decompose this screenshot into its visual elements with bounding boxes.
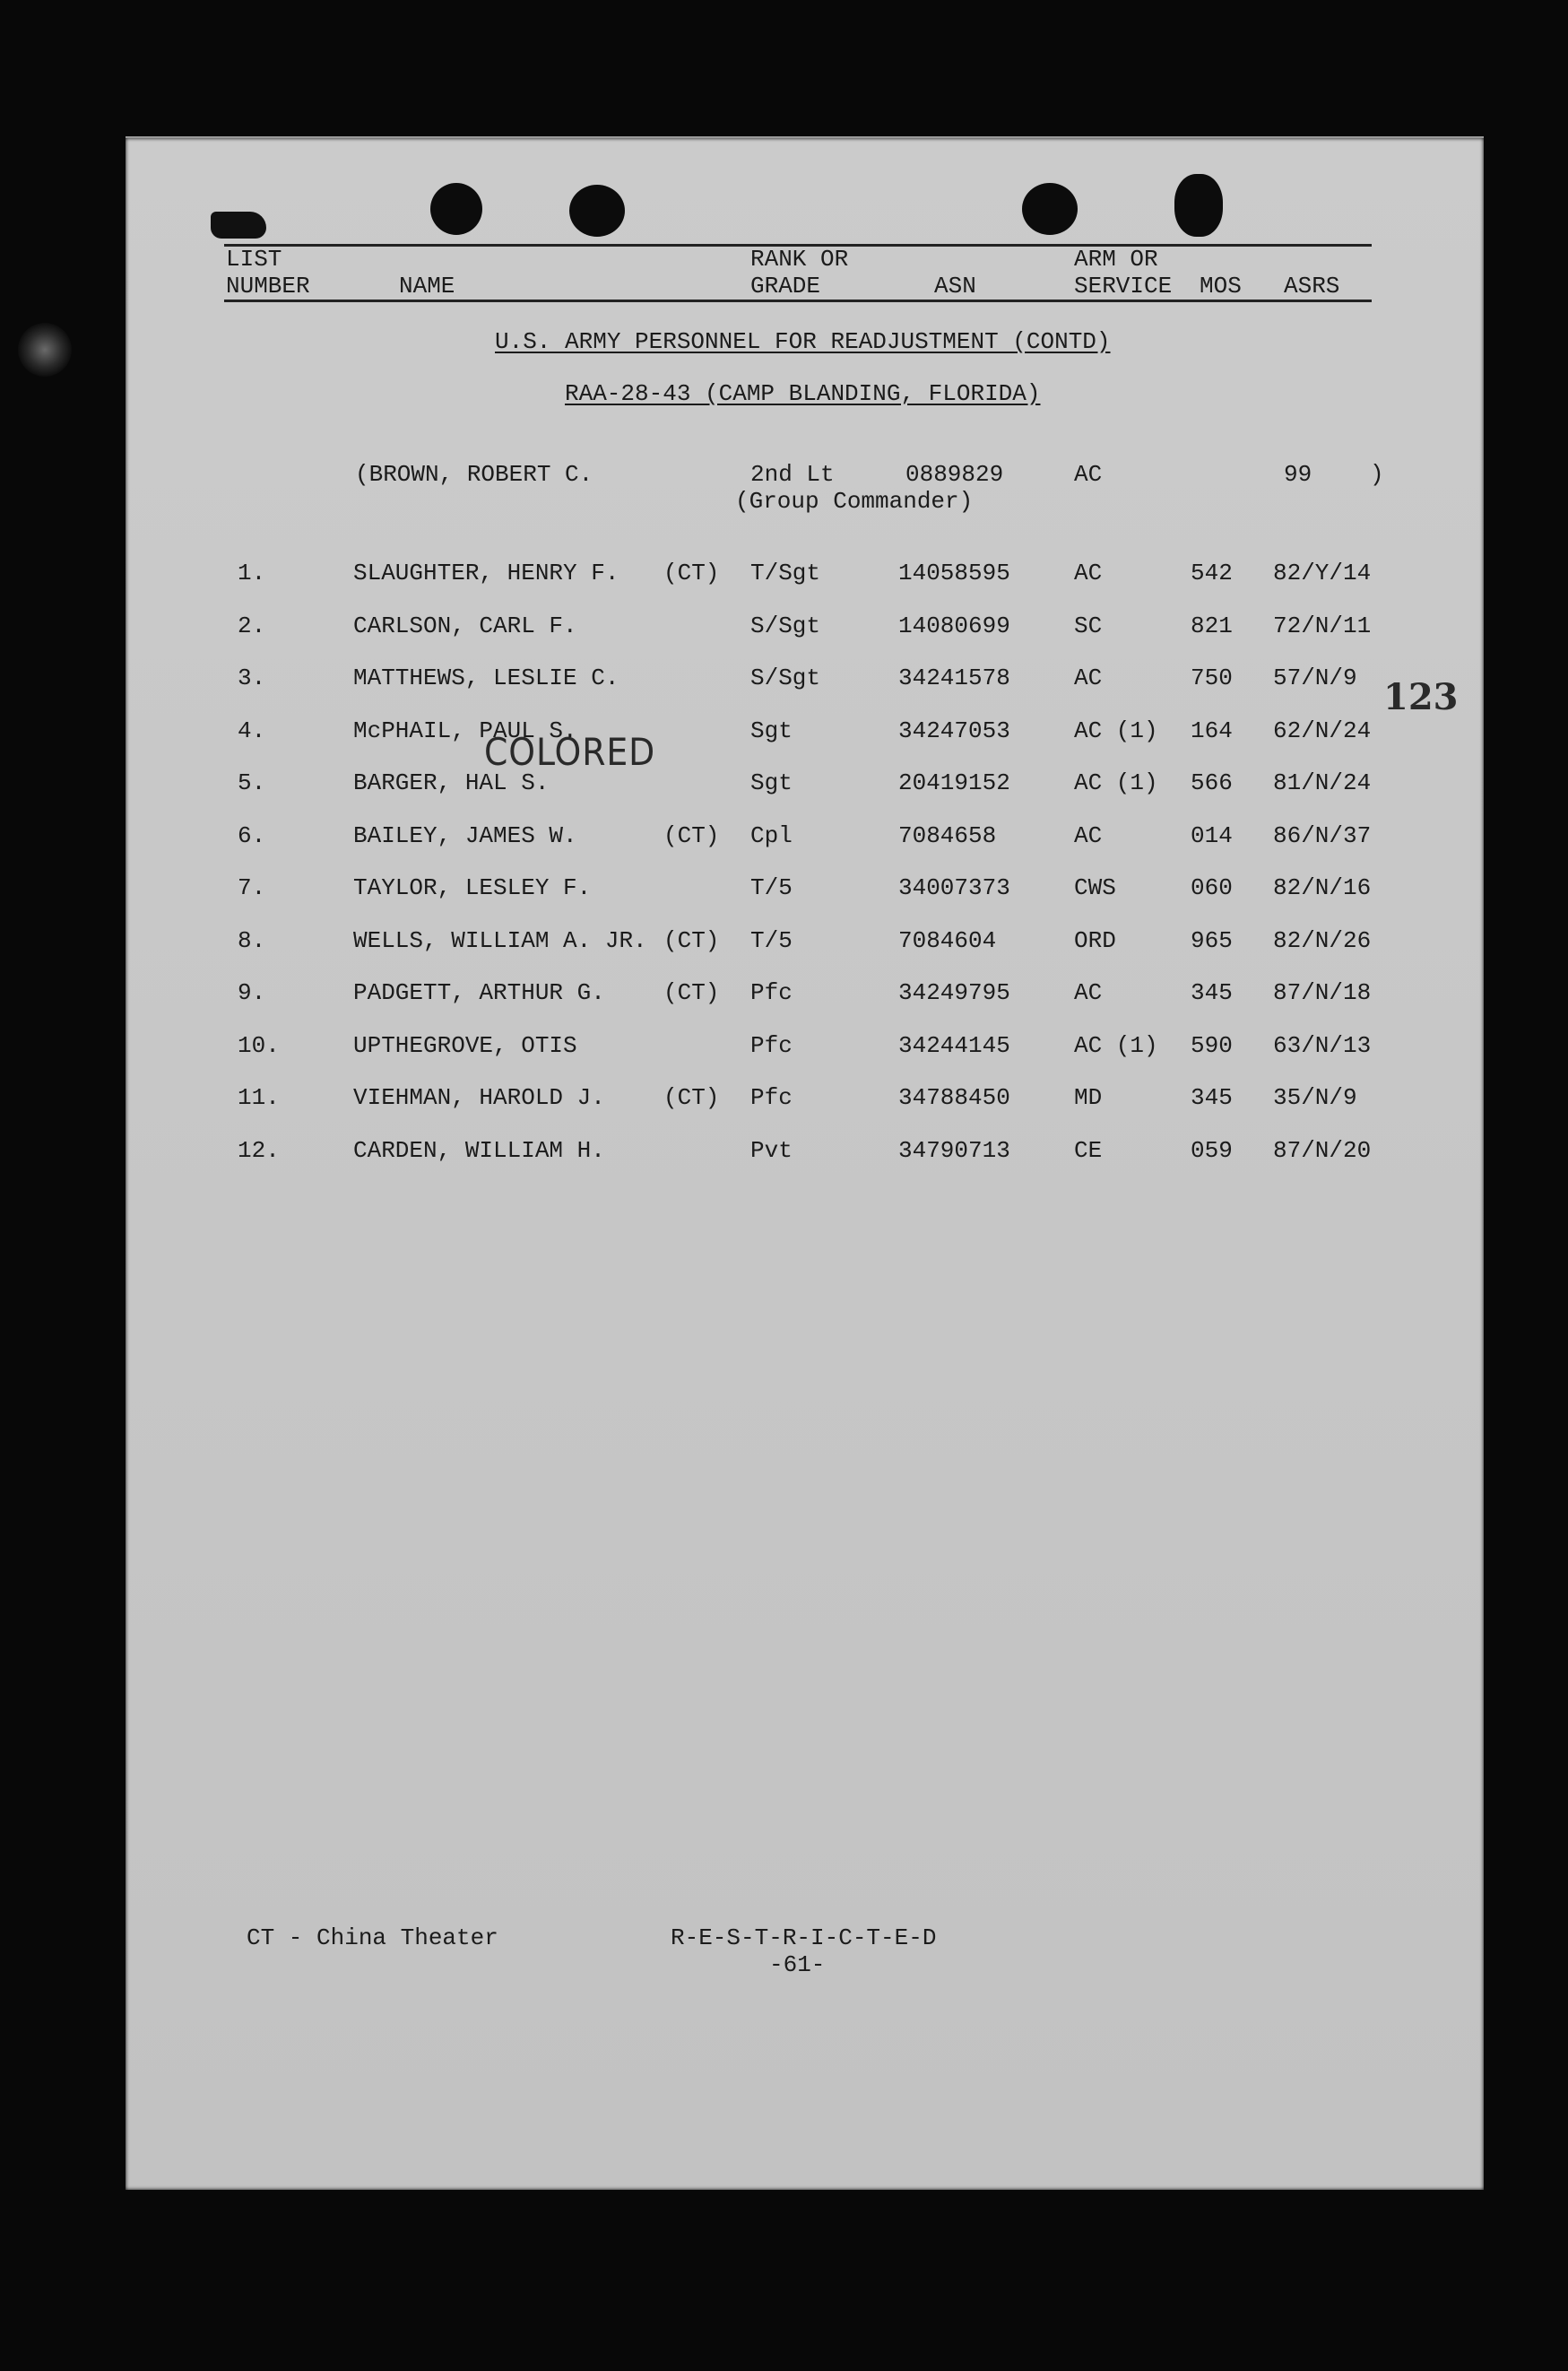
- row-name: PADGETT, ARTHUR G.: [353, 979, 605, 1006]
- binding-mark: [211, 212, 266, 239]
- row-arm: AC: [1074, 560, 1103, 586]
- row-asn: 14080699: [898, 612, 1010, 639]
- footer-classification: R-E-S-T-R-I-C-T-E-D: [671, 1924, 937, 1951]
- row-number: 7.: [238, 874, 266, 901]
- footer-page-number: -61-: [769, 1951, 826, 1978]
- row-asn: 7084658: [898, 821, 997, 849]
- commander-arm: AC: [1074, 461, 1103, 488]
- row-asn: 34790713: [898, 1136, 1010, 1164]
- row-mos: 821: [1191, 612, 1233, 639]
- header-rank-line2: GRADE: [750, 273, 821, 300]
- row-name: SLAUGHTER, HENRY F.: [353, 560, 619, 586]
- row-name: WELLS, WILLIAM A. JR.: [353, 926, 647, 954]
- header-arm-line2: SERVICE: [1074, 273, 1173, 300]
- punch-hole: [1174, 174, 1223, 237]
- row-name: BAILEY, JAMES W.: [353, 821, 577, 849]
- row-asn: 20419152: [898, 769, 1010, 796]
- row-rank: Pvt: [750, 1136, 793, 1164]
- row-arm: AC (1): [1074, 769, 1158, 796]
- row-number: 2.: [238, 612, 266, 639]
- row-asn: 14058595: [898, 560, 1010, 586]
- header-list-line1: LIST: [226, 246, 282, 273]
- row-arm: AC: [1074, 821, 1103, 849]
- row-asrs: 72/N/11: [1273, 612, 1372, 639]
- row-rank: Cpl: [750, 821, 793, 849]
- punch-hole: [1022, 183, 1078, 235]
- row-rank: S/Sgt: [750, 612, 821, 639]
- row-asrs: 35/N/9: [1273, 1084, 1357, 1111]
- row-asn: 34247053: [898, 717, 1010, 744]
- commander-note: (Group Commander): [735, 488, 974, 515]
- row-arm: SC: [1074, 612, 1103, 639]
- row-name: MATTHEWS, LESLIE C.: [353, 664, 619, 691]
- row-number: 4.: [238, 717, 266, 744]
- header-list-line2: NUMBER: [226, 273, 310, 300]
- row-asrs: 82/N/16: [1273, 874, 1372, 901]
- row-ct-flag: (CT): [663, 1084, 720, 1111]
- row-arm: ORD: [1074, 926, 1116, 954]
- row-rank: S/Sgt: [750, 664, 821, 691]
- row-number: 1.: [238, 560, 266, 586]
- row-name: CARDEN, WILLIAM H.: [353, 1136, 605, 1164]
- row-number: 11.: [238, 1084, 280, 1111]
- row-mos: 059: [1191, 1136, 1233, 1164]
- row-name: VIEHMAN, HAROLD J.: [353, 1084, 605, 1111]
- row-asn: 34788450: [898, 1084, 1010, 1111]
- row-asrs: 81/N/24: [1273, 769, 1372, 796]
- row-number: 10.: [238, 1031, 280, 1059]
- row-name: TAYLOR, LESLEY F.: [353, 874, 592, 901]
- row-asrs: 87/N/20: [1273, 1136, 1372, 1164]
- row-mos: 542: [1191, 560, 1233, 586]
- colored-stamp: COLORED: [484, 730, 656, 774]
- header-rank-line1: RANK OR: [750, 246, 849, 273]
- header-arm-line1: ARM OR: [1074, 246, 1158, 273]
- row-arm: MD: [1074, 1084, 1103, 1111]
- row-rank: T/5: [750, 874, 793, 901]
- row-mos: 566: [1191, 769, 1233, 796]
- row-asrs: 62/N/24: [1273, 717, 1372, 744]
- row-mos: 060: [1191, 874, 1233, 901]
- row-name: BARGER, HAL S.: [353, 769, 550, 796]
- row-mos: 750: [1191, 664, 1233, 691]
- row-asn: 34007373: [898, 874, 1010, 901]
- document-title: U.S. ARMY PERSONNEL FOR READJUSTMENT (CONTD): [495, 328, 1111, 355]
- row-arm: AC (1): [1074, 1031, 1158, 1059]
- commander-asn: 0889829: [905, 461, 1004, 488]
- row-ct-flag: (CT): [663, 560, 720, 586]
- header-mos: MOS: [1200, 273, 1242, 300]
- row-name: McPHAIL, PAUL S.: [353, 717, 577, 744]
- commander-name: (BROWN, ROBERT C.: [355, 461, 593, 488]
- row-rank: T/Sgt: [750, 560, 821, 586]
- punch-hole: [569, 185, 625, 237]
- row-asn: 34241578: [898, 664, 1010, 691]
- commander-rank: 2nd Lt: [750, 461, 835, 488]
- row-number: 5.: [238, 769, 266, 796]
- row-mos: 345: [1191, 979, 1233, 1006]
- row-rank: Pfc: [750, 1084, 793, 1111]
- row-ct-flag: (CT): [663, 979, 720, 1006]
- row-name: UPTHEGROVE, OTIS: [353, 1031, 577, 1059]
- footer-legend: CT - China Theater: [247, 1924, 498, 1951]
- row-mos: 164: [1191, 717, 1233, 744]
- header-asn: ASN: [934, 273, 976, 300]
- header-name: NAME: [399, 273, 455, 300]
- row-arm: AC (1): [1074, 717, 1158, 744]
- row-arm: AC: [1074, 664, 1103, 691]
- row-name: CARLSON, CARL F.: [353, 612, 577, 639]
- row-rank: Pfc: [750, 979, 793, 1006]
- row-asrs: 86/N/37: [1273, 821, 1372, 849]
- commander-asrs: 99: [1284, 461, 1312, 488]
- row-ct-flag: (CT): [663, 821, 720, 849]
- row-mos: 590: [1191, 1031, 1233, 1059]
- row-ct-flag: (CT): [663, 926, 720, 954]
- row-asrs: 87/N/18: [1273, 979, 1372, 1006]
- row-mos: 965: [1191, 926, 1233, 954]
- row-rank: Sgt: [750, 717, 793, 744]
- header-bottom-rule: [224, 300, 1372, 302]
- row-rank: T/5: [750, 926, 793, 954]
- document-page: [126, 136, 1484, 2190]
- row-asrs: 82/Y/14: [1273, 560, 1372, 586]
- row-number: 8.: [238, 926, 266, 954]
- row-asn: 34249795: [898, 979, 1010, 1006]
- row-number: 12.: [238, 1136, 280, 1164]
- row-number: 6.: [238, 821, 266, 849]
- row-arm: AC: [1074, 979, 1103, 1006]
- row-arm: CE: [1074, 1136, 1103, 1164]
- row-arm: CWS: [1074, 874, 1116, 901]
- row-asrs: 63/N/13: [1273, 1031, 1372, 1059]
- punch-hole: [430, 183, 482, 235]
- row-number: 9.: [238, 979, 266, 1006]
- row-asrs: 82/N/26: [1273, 926, 1372, 954]
- scan-flare: [18, 323, 72, 377]
- row-mos: 345: [1191, 1084, 1233, 1111]
- row-asn: 7084604: [898, 926, 997, 954]
- row-rank: Sgt: [750, 769, 793, 796]
- commander-close-paren: ): [1370, 461, 1384, 488]
- row-rank: Pfc: [750, 1031, 793, 1059]
- header-asrs: ASRS: [1284, 273, 1340, 300]
- row-number: 3.: [238, 664, 266, 691]
- document-subtitle: RAA-28-43 (CAMP BLANDING, FLORIDA): [565, 380, 1041, 407]
- row-mos: 014: [1191, 821, 1233, 849]
- page-stamp-number: 123: [1383, 676, 1459, 718]
- row-asrs: 57/N/9: [1273, 664, 1357, 691]
- row-asn: 34244145: [898, 1031, 1010, 1059]
